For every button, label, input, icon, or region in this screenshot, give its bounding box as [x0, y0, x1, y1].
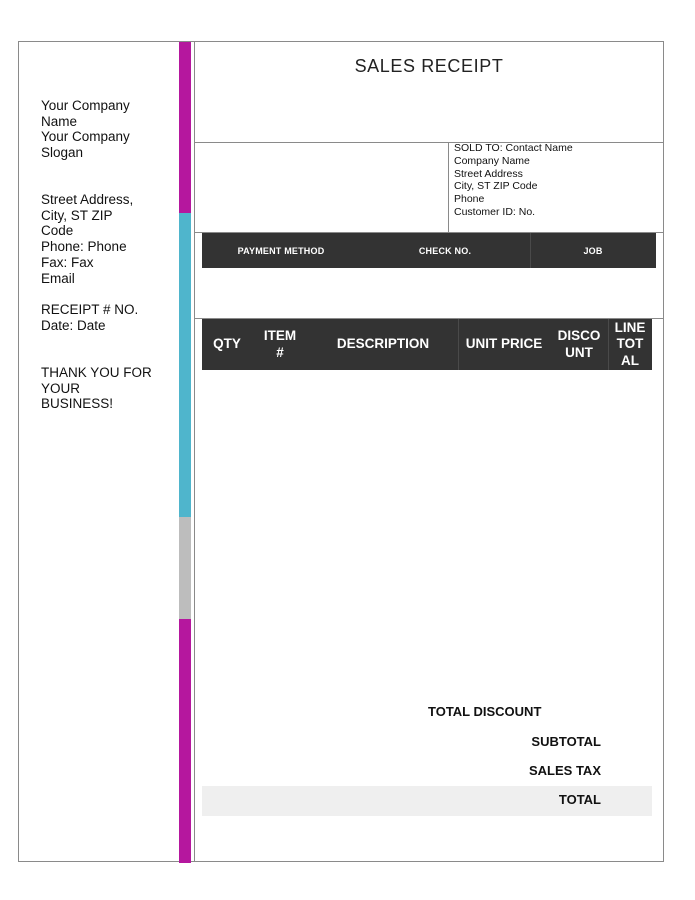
- address-line-1: Street Address,: [41, 192, 134, 207]
- total-label: TOTAL: [558, 792, 601, 807]
- discount-header-line-2: UNT: [565, 344, 593, 360]
- item-header-line-2: #: [276, 344, 284, 360]
- qty-header: [202, 319, 252, 370]
- sold-to-phone: Phone: [454, 193, 485, 206]
- total-discount-label: TOTAL DISCOUNT: [428, 704, 542, 719]
- payment-method-header: PAYMENT METHOD: [237, 245, 325, 256]
- sidebar-divider: [194, 42, 195, 861]
- line-total-header-line-1: LINE: [614, 319, 646, 335]
- fax: Fax: Fax: [41, 254, 94, 270]
- sales-tax-label: SALES TAX: [529, 763, 601, 778]
- qty-header-label: QTY: [213, 336, 241, 352]
- job-header: JOB: [583, 245, 603, 256]
- company-name-line-1: Your Company: [41, 98, 130, 113]
- unit-price-header-label: UNIT PRICE: [465, 336, 543, 352]
- sold-to-customer-id: Customer ID: No.: [454, 205, 536, 218]
- receipt-number: RECEIPT # NO.: [41, 302, 139, 317]
- item-number-header: [252, 319, 308, 370]
- subtotal-label: SUBTOTAL: [531, 734, 601, 749]
- slogan-line-1: Your Company: [41, 129, 130, 145]
- description-header-label: DESCRIPTION: [336, 336, 430, 352]
- slogan-line-2: Slogan: [41, 145, 84, 161]
- page-title: SALES RECEIPT: [354, 56, 504, 76]
- payment-header-bar: [202, 233, 656, 268]
- sold-to-street: Street Address: [454, 167, 523, 180]
- stripe-teal: [179, 213, 191, 517]
- address-line-3: Code: [41, 223, 74, 239]
- contact-info: [41, 192, 133, 286]
- sidebar: [19, 42, 179, 861]
- check-no-header: CHECK NO.: [418, 245, 472, 256]
- stripe-magenta-top: [179, 42, 191, 213]
- stripe-magenta-bottom: [179, 619, 191, 863]
- company-name-line-2: Name: [41, 113, 78, 129]
- thanks-line-2: YOUR: [41, 380, 81, 396]
- item-header-line-1: ITEM: [263, 328, 297, 343]
- sold-to-contact: SOLD TO: Contact Name: [454, 142, 573, 154]
- header-divider: [195, 142, 663, 143]
- receipt-page: [18, 41, 664, 862]
- line-total-header: [608, 319, 652, 370]
- thank-you-note: [41, 365, 152, 412]
- line-total-header-line-3: AL: [621, 352, 639, 368]
- receipt-meta: [41, 302, 138, 333]
- sold-to-divider: [448, 142, 449, 232]
- thanks-line-1: THANK YOU FOR: [41, 365, 152, 380]
- sold-to-company: Company Name: [454, 154, 530, 167]
- unit-price-header: [458, 319, 550, 370]
- line-total-header-line-2: TOT: [616, 336, 644, 352]
- discount-header-line-1: DISCO: [557, 328, 601, 343]
- discount-header: [550, 319, 608, 370]
- address-line-2: City, ST ZIP: [41, 207, 113, 223]
- items-header-bar: [202, 319, 652, 370]
- receipt-date: Date: Date: [41, 317, 106, 333]
- description-header: [308, 319, 458, 370]
- sold-to-city: City, ST ZIP Code: [454, 180, 538, 193]
- sold-to-block: [454, 142, 573, 219]
- color-stripe: [179, 42, 191, 861]
- company-info: [41, 98, 130, 161]
- stripe-gray: [179, 517, 191, 619]
- phone: Phone: Phone: [41, 239, 127, 255]
- thanks-line-3: BUSINESS!: [41, 396, 114, 412]
- email: Email: [41, 270, 75, 286]
